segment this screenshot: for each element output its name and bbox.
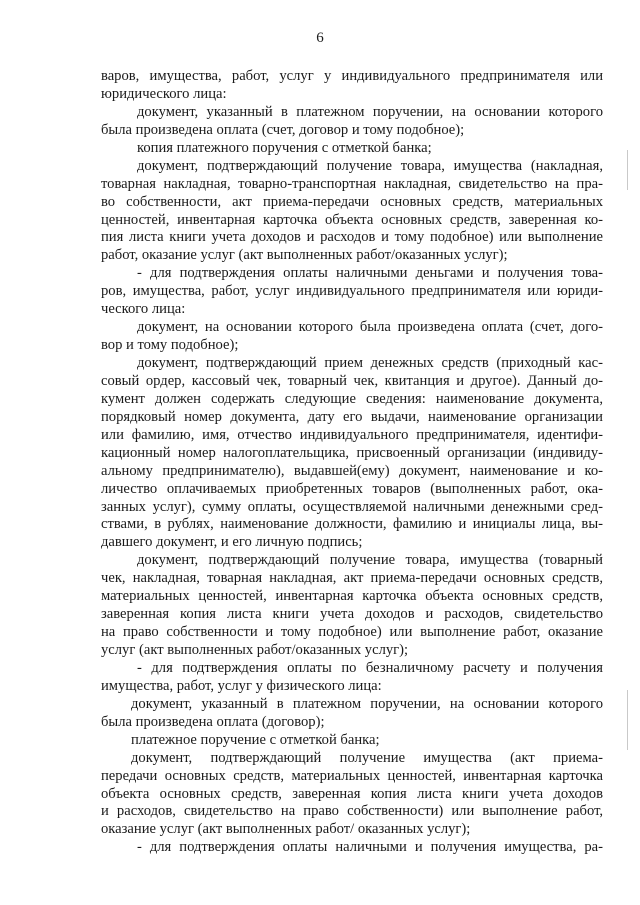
text-line: пия листа книги учета доходов и расходов и тому подобное) или выполнение: [101, 229, 603, 246]
text-line: юридического лица:: [101, 85, 227, 102]
text-line: занных услуг), сумму оплаты, осуществляемой наличными денежными сред-: [101, 498, 603, 515]
text-line: давшего документ, и его личную подпись;: [101, 534, 363, 551]
text-line: ствами, в рублях, наименование должности, фамилию и инициалы лица, вы-: [101, 516, 603, 533]
text-line: - для подтверждения оплаты по безналичному расчету и получения: [137, 659, 603, 676]
scan-margin-mark: [627, 690, 628, 750]
text-line: была произведена оплата (договор);: [101, 713, 325, 730]
scan-margin-mark: [627, 150, 628, 190]
text-line: передачи основных средств, материальных ценностей, инвентарная карточка: [101, 767, 603, 784]
text-line: документ, на основании которого была произведена оплата (счет, дого-: [137, 319, 603, 336]
text-line: вор и тому подобное);: [101, 337, 239, 354]
text-line: во собственности, акт приема-передачи основных средств, материальных: [101, 193, 603, 210]
text-line: варов, имущества, работ, услуг у индивидуального предпринимателя или: [101, 68, 603, 84]
text-line: и расходов, свидетельство на право собственности) или выполнение работ,: [101, 803, 603, 820]
text-line: ров, имущества, работ, услуг индивидуального предпринимателя или юриди-: [101, 283, 603, 300]
text-line: объекта основных средств, заверенная копия листа книги учета доходов: [101, 785, 603, 802]
document-body: [101, 68, 603, 857]
text-line: была произведена оплата (счет, договор и тому подобное);: [101, 121, 465, 138]
text-line: или фамилию, имя, отчество индивидуального предпринимателя, идентифи-: [101, 426, 603, 443]
text-line: совый ордер, кассовый чек, товарный чек, квитанция и другое). Данный до-: [101, 372, 603, 389]
text-line: кационный номер налогоплательщика, присвоенный организации (индивиду-: [101, 444, 603, 461]
text-line: имущества, работ, услуг у физического лица:: [101, 677, 382, 694]
text-line: личество оплачиваемых приобретенных товаров (выполненных работ, ока-: [101, 480, 603, 497]
text-line: заверенная копия листа книги учета доходов и расходов, свидетельство: [101, 606, 603, 623]
text-line: платежное поручение с отметкой банка;: [131, 731, 380, 748]
text-line: - для подтверждения оплаты наличными и получения имущества, ра-: [137, 839, 603, 856]
text-line: материальных ценностей, инвентарная карточка объекта основных средств,: [101, 588, 603, 605]
text-line: копия платежного поручения с отметкой банка;: [137, 139, 432, 156]
text-line: чек, накладная, товарная накладная, акт приема-передачи основных средств,: [101, 570, 603, 587]
page-number: 6: [316, 30, 324, 46]
text-line: документ, указанный в платежном поручении, на основании которого: [137, 103, 603, 120]
text-line: ческого лица:: [101, 301, 186, 318]
text-line: оказание услуг (акт выполненных работ/ оказанных услуг);: [101, 821, 471, 838]
text-line: альному предпринимателю), выдавшей(ему) документ, наименование и ко-: [101, 462, 603, 479]
text-line: ценностей, инвентарная карточка объекта основных средств, заверенная ко-: [101, 211, 603, 228]
text-line: на право собственности и тому подобное) или выполнение работ, оказание: [101, 624, 603, 641]
text-line: документ, подтверждающий прием денежных средств (приходный кас-: [137, 355, 603, 371]
text-line: товарная накладная, товарно-транспортная накладная, свидетельство на пра-: [101, 175, 603, 192]
text-line: порядковый номер документа, дату его выдачи, наименование организации: [101, 408, 603, 425]
text-line: - для подтверждения оплаты наличными деньгами и получения това-: [137, 265, 603, 282]
text-line: документ, подтверждающий получение товара, имущества (накладная,: [137, 157, 603, 174]
text-line: работ, оказание услуг (акт выполненных работ/оказанных услуг);: [101, 247, 508, 264]
text-line: документ, указанный в платежном поручении, на основании которого: [131, 695, 603, 712]
text-line: услуг (акт выполненных работ/оказанных услуг);: [101, 642, 409, 658]
text-line: кумент должен содержать следующие сведения: наименование документа,: [101, 390, 603, 407]
text-line: документ, подтверждающий получение товара, имущества (товарный: [137, 552, 603, 569]
text-line: документ, подтверждающий получение имущества (акт приема-: [131, 749, 603, 766]
